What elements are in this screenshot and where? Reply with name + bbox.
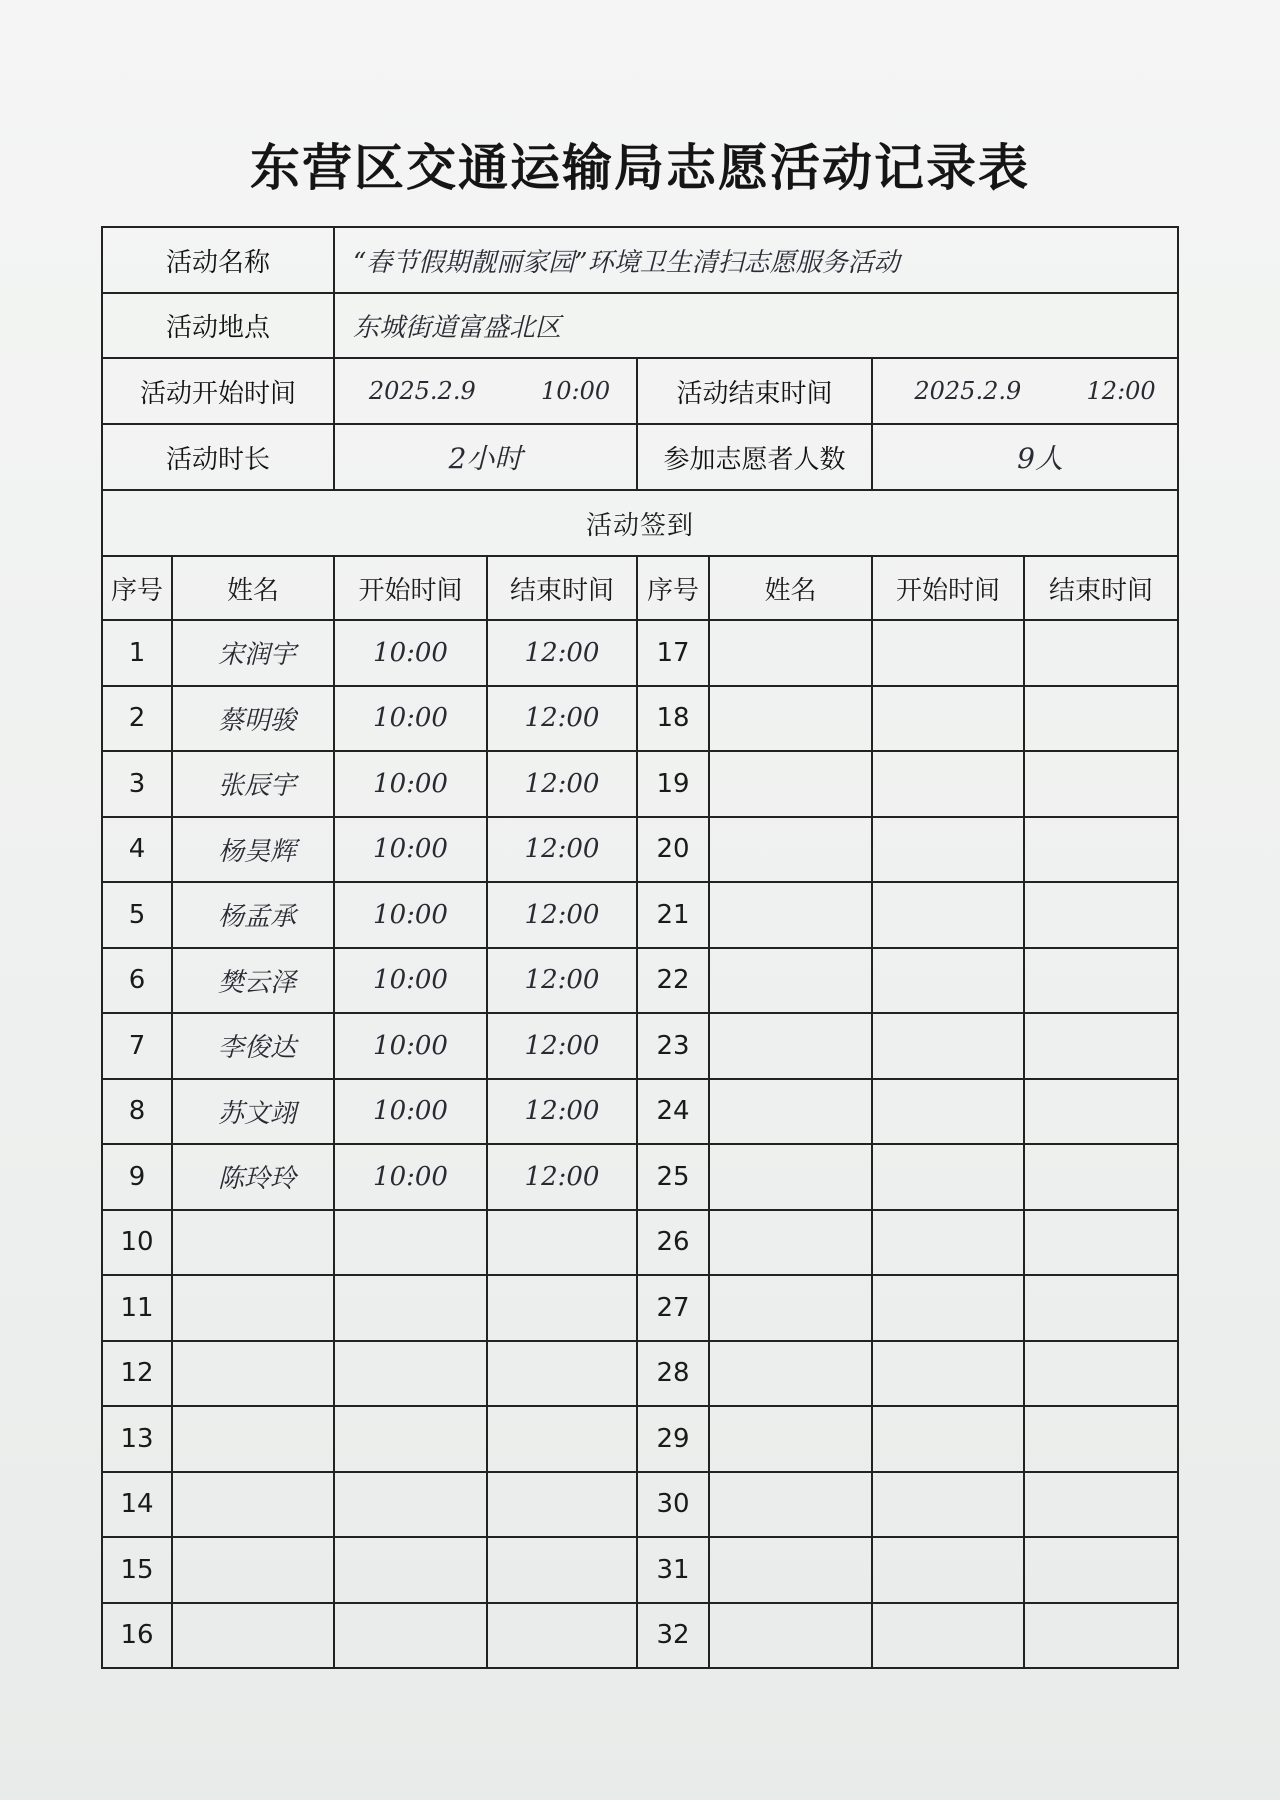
- signin-right-no: 29: [637, 1406, 709, 1472]
- signin-right-no: 25: [637, 1144, 709, 1210]
- signin-right-start: [872, 1537, 1024, 1603]
- signin-left-start: 10:00: [334, 751, 487, 817]
- signin-left-end: [487, 1341, 637, 1407]
- start-time-value: [334, 358, 637, 424]
- signin-left-start: [334, 1472, 487, 1538]
- signin-left-name: 陈玲玲: [172, 1144, 334, 1210]
- signin-left-start: 10:00: [334, 1013, 487, 1079]
- signin-left-no: 5: [102, 882, 172, 948]
- signin-row: [102, 620, 1178, 686]
- signin-left-start: [334, 1275, 487, 1341]
- signin-row: [102, 751, 1178, 817]
- signin-row: [102, 1472, 1178, 1538]
- signin-right-start: [872, 686, 1024, 752]
- form-title: 东营区交通运输局志愿活动记录表: [250, 138, 1030, 197]
- signin-left-no: 12: [102, 1341, 172, 1407]
- signin-left-start: 10:00: [334, 620, 487, 686]
- signin-row: [102, 1210, 1178, 1276]
- signin-left-start: [334, 1210, 487, 1276]
- signin-left-no: 15: [102, 1537, 172, 1603]
- signin-right-name: [709, 686, 872, 752]
- signin-right-start: [872, 882, 1024, 948]
- signin-row: [102, 1341, 1178, 1407]
- signin-left-start: [334, 1537, 487, 1603]
- signin-left-name: [172, 1406, 334, 1472]
- duration-value: 2小时: [334, 424, 637, 490]
- signin-left-end: 12:00: [487, 882, 637, 948]
- signin-right-start: [872, 751, 1024, 817]
- signin-left-no: 9: [102, 1144, 172, 1210]
- signin-right-start: [872, 1144, 1024, 1210]
- signin-left-no: 11: [102, 1275, 172, 1341]
- signin-header-row: [102, 556, 1178, 620]
- signin-right-no: 19: [637, 751, 709, 817]
- signin-left-name: [172, 1341, 334, 1407]
- signin-section-row: [102, 490, 1178, 556]
- signin-right-name: [709, 620, 872, 686]
- end-time-label: 活动结束时间: [637, 358, 872, 424]
- signin-left-start: [334, 1406, 487, 1472]
- signin-left-start: 10:00: [334, 1144, 487, 1210]
- signin-right-end: [1024, 1537, 1178, 1603]
- signin-right-name: [709, 1275, 872, 1341]
- signin-right-name: [709, 1013, 872, 1079]
- signin-left-name: 宋润宇: [172, 620, 334, 686]
- signin-right-no: 22: [637, 948, 709, 1014]
- signin-left-no: 16: [102, 1603, 172, 1669]
- duration-label: 活动时长: [102, 424, 334, 490]
- signin-right-no: 18: [637, 686, 709, 752]
- signin-right-end: [1024, 1406, 1178, 1472]
- signin-row: [102, 1013, 1178, 1079]
- volunteer-count-label: 参加志愿者人数: [637, 424, 872, 490]
- signin-left-name: 张辰宇: [172, 751, 334, 817]
- signin-right-end: [1024, 1210, 1178, 1276]
- signin-right-start: [872, 1013, 1024, 1079]
- signin-right-name: [709, 948, 872, 1014]
- signin-right-no: 31: [637, 1537, 709, 1603]
- signin-row: [102, 1603, 1178, 1669]
- signin-left-start: 10:00: [334, 686, 487, 752]
- activity-name-value: “春节假期靓丽家园”环境卫生清扫志愿服务活动: [334, 227, 1178, 293]
- signin-left-no: 3: [102, 751, 172, 817]
- header-left-no: 序号: [102, 556, 172, 620]
- signin-left-end: 12:00: [487, 1079, 637, 1145]
- signin-right-start: [872, 1406, 1024, 1472]
- signin-row: [102, 817, 1178, 883]
- signin-left-no: 4: [102, 817, 172, 883]
- header-right-start: 开始时间: [872, 556, 1024, 620]
- end-time-value: [872, 358, 1178, 424]
- signin-left-start: 10:00: [334, 1079, 487, 1145]
- header-right-no: 序号: [637, 556, 709, 620]
- signin-right-name: [709, 1210, 872, 1276]
- signin-left-name: [172, 1210, 334, 1276]
- end-date: 2025.2.9: [914, 377, 1022, 405]
- signin-right-start: [872, 1275, 1024, 1341]
- activity-time-row: [102, 358, 1178, 424]
- end-clock: 12:00: [1086, 377, 1156, 405]
- signin-right-end: [1024, 1275, 1178, 1341]
- activity-place-row: [102, 293, 1178, 358]
- signin-right-no: 21: [637, 882, 709, 948]
- signin-left-start: 10:00: [334, 882, 487, 948]
- signin-left-start: [334, 1603, 487, 1669]
- signin-left-no: 14: [102, 1472, 172, 1538]
- signin-right-name: [709, 1079, 872, 1145]
- header-left-name: 姓名: [172, 556, 334, 620]
- signin-right-start: [872, 1210, 1024, 1276]
- signin-left-end: 12:00: [487, 686, 637, 752]
- signin-left-no: 13: [102, 1406, 172, 1472]
- signin-left-name: [172, 1537, 334, 1603]
- header-left-end: 结束时间: [487, 556, 637, 620]
- volunteer-count-value: 9人: [872, 424, 1178, 490]
- signin-right-end: [1024, 1341, 1178, 1407]
- signin-right-name: [709, 1603, 872, 1669]
- signin-right-end: [1024, 1603, 1178, 1669]
- signin-left-name: 苏文翊: [172, 1079, 334, 1145]
- signin-left-end: [487, 1275, 637, 1341]
- activity-name-label: 活动名称: [102, 227, 334, 293]
- signin-left-no: 6: [102, 948, 172, 1014]
- signin-right-no: 17: [637, 620, 709, 686]
- activity-place-value: 东城街道富盛北区: [334, 293, 1178, 358]
- start-time-label: 活动开始时间: [102, 358, 334, 424]
- activity-duration-row: [102, 424, 1178, 490]
- signin-right-name: [709, 1406, 872, 1472]
- header-right-end: 结束时间: [1024, 556, 1178, 620]
- signin-left-start: 10:00: [334, 817, 487, 883]
- signin-left-end: 12:00: [487, 751, 637, 817]
- signin-right-end: [1024, 1013, 1178, 1079]
- signin-right-no: 28: [637, 1341, 709, 1407]
- signin-left-name: [172, 1603, 334, 1669]
- signin-section-title: 活动签到: [102, 490, 1178, 556]
- signin-right-name: [709, 1341, 872, 1407]
- signin-right-name: [709, 882, 872, 948]
- signin-right-no: 30: [637, 1472, 709, 1538]
- signin-right-end: [1024, 1472, 1178, 1538]
- signin-row: [102, 1079, 1178, 1145]
- signin-right-name: [709, 817, 872, 883]
- signin-right-start: [872, 1079, 1024, 1145]
- signin-right-no: 24: [637, 1079, 709, 1145]
- signin-left-name: 蔡明骏: [172, 686, 334, 752]
- signin-left-no: 1: [102, 620, 172, 686]
- signin-right-start: [872, 1472, 1024, 1538]
- signin-left-name: [172, 1275, 334, 1341]
- signin-left-start: 10:00: [334, 948, 487, 1014]
- signin-left-name: [172, 1472, 334, 1538]
- signin-left-name: 樊云泽: [172, 948, 334, 1014]
- signin-left-end: [487, 1406, 637, 1472]
- signin-right-end: [1024, 948, 1178, 1014]
- header-left-start: 开始时间: [334, 556, 487, 620]
- start-date: 2025.2.9: [368, 377, 476, 405]
- signin-right-end: [1024, 817, 1178, 883]
- signin-right-no: 32: [637, 1603, 709, 1669]
- signin-right-end: [1024, 751, 1178, 817]
- signin-right-start: [872, 817, 1024, 883]
- start-clock: 10:00: [541, 377, 611, 405]
- signin-right-end: [1024, 686, 1178, 752]
- signin-right-name: [709, 1472, 872, 1538]
- signin-right-start: [872, 1603, 1024, 1669]
- signin-left-name: 杨昊辉: [172, 817, 334, 883]
- signin-right-no: 27: [637, 1275, 709, 1341]
- signin-left-end: 12:00: [487, 620, 637, 686]
- signin-right-name: [709, 751, 872, 817]
- signin-row: [102, 1537, 1178, 1603]
- signin-right-no: 20: [637, 817, 709, 883]
- signin-right-end: [1024, 620, 1178, 686]
- signin-left-no: 8: [102, 1079, 172, 1145]
- signin-left-start: [334, 1341, 487, 1407]
- record-form-table: [101, 226, 1179, 1669]
- signin-left-end: 12:00: [487, 1013, 637, 1079]
- signin-left-end: [487, 1472, 637, 1538]
- signin-left-no: 2: [102, 686, 172, 752]
- signin-right-start: [872, 1341, 1024, 1407]
- header-right-name: 姓名: [709, 556, 872, 620]
- signin-row: [102, 686, 1178, 752]
- signin-right-start: [872, 948, 1024, 1014]
- signin-left-end: [487, 1603, 637, 1669]
- signin-left-end: [487, 1537, 637, 1603]
- signin-right-end: [1024, 882, 1178, 948]
- signin-left-end: 12:00: [487, 1144, 637, 1210]
- signin-left-end: 12:00: [487, 948, 637, 1014]
- signin-row: [102, 1275, 1178, 1341]
- signin-left-end: 12:00: [487, 817, 637, 883]
- signin-right-end: [1024, 1079, 1178, 1145]
- signin-left-name: 杨孟承: [172, 882, 334, 948]
- signin-right-name: [709, 1144, 872, 1210]
- signin-left-name: 李俊达: [172, 1013, 334, 1079]
- signin-right-no: 23: [637, 1013, 709, 1079]
- signin-row: [102, 1144, 1178, 1210]
- activity-place-label: 活动地点: [102, 293, 334, 358]
- signin-left-no: 10: [102, 1210, 172, 1276]
- signin-left-end: [487, 1210, 637, 1276]
- signin-row: [102, 1406, 1178, 1472]
- signin-right-start: [872, 620, 1024, 686]
- signin-right-name: [709, 1537, 872, 1603]
- activity-name-row: [102, 227, 1178, 293]
- signin-row: [102, 948, 1178, 1014]
- signin-right-no: 26: [637, 1210, 709, 1276]
- signin-left-no: 7: [102, 1013, 172, 1079]
- signin-right-end: [1024, 1144, 1178, 1210]
- signin-row: [102, 882, 1178, 948]
